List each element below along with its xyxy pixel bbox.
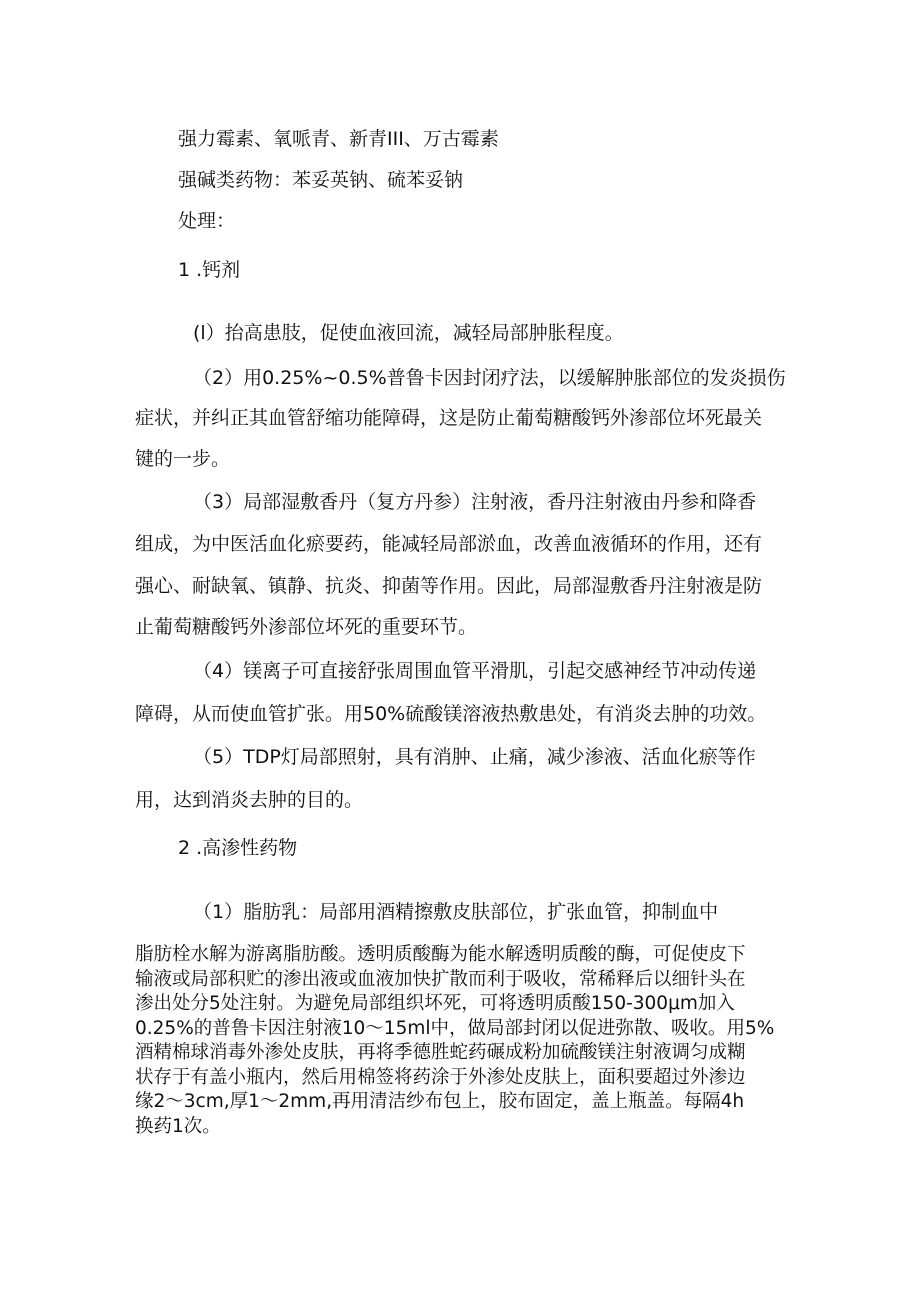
body-line: 缘2～3cm,厚1～2mm,再用清洁纱布包上，胶布固定，盖上瓶盖。每隔4h [135, 1091, 745, 1112]
paragraph-1-5-line-1: （5）TDP灯局部照射，具有消肿、止痛，减少渗液、活血化瘀等作 [193, 746, 756, 768]
paragraph-1-2-line-1: （2）用0.25%~0.5%普鲁卡因封闭疗法，以缓解肿胀部位的发炎损伤 [193, 367, 786, 389]
body-line: 输液或局部积贮的渗出液或血液加快扩散而利于吸收，常稀释后以细针头在 [135, 968, 746, 990]
body-line: 酒精棉球消毒外渗处皮肤，再将季德胜蛇药碾成粉加硫酸镁注射液调匀成糊 [135, 1042, 746, 1063]
drug-list-line: 强力霉素、氧哌青、新青III、万古霉素 [178, 128, 499, 150]
paragraph-1-5-line-2: 用，达到消炎去肿的目的。 [135, 789, 364, 811]
body-line: 脂肪栓水解为游离脂肪酸。透明质酸酶为能水解透明质酸的酶，可促使皮下 [135, 944, 746, 965]
paragraph-1-2-line-3: 键的一步。 [135, 448, 231, 470]
paragraph-1-3-line-4: 止葡萄糖酸钙外渗部位坏死的重要环节。 [135, 616, 478, 638]
body-line: 0.25%的普鲁卡因注射液10～15ml中，做局部封闭以促进弥散、吸收。用5% [135, 1017, 775, 1039]
body-line: 渗出处分5处注射。为避免局部组织坏死，可将透明质酸150-300μm加入 [135, 993, 735, 1014]
paragraph-1-3-line-2: 组成，为中医活血化瘀要药，能减轻局部淤血，改善血液循环的作用，还有 [135, 533, 763, 555]
paragraph-1-4-line-1: （4）镁离子可直接舒张周围血管平滑肌，引起交感神经节冲动传递 [193, 660, 757, 682]
section-2-heading: 2 .高渗性药物 [178, 837, 298, 859]
section-1-heading: 1 .钙剂 [178, 259, 241, 281]
paragraph-1-4-line-2: 障碍，从而使血管扩张。用50%硫酸镁溶液热敷患处，有消炎去肿的功效。 [135, 703, 767, 725]
paragraph-1-2-line-2: 症状，并纠正其血管舒缩功能障碍，这是防止葡萄糖酸钙外渗部位坏死最关 [135, 407, 763, 429]
alkaline-drugs-line: 强碱类药物：苯妥英钠、硫苯妥钠 [178, 169, 464, 191]
body-line: 换药1次。 [135, 1115, 221, 1137]
paragraph-1-3-line-1: （3）局部湿敷香丹（复方丹参）注射液，香丹注射液由丹参和降香 [193, 491, 757, 513]
paragraph-2-1-body [135, 943, 795, 1139]
treatment-heading: 处理： [178, 210, 236, 232]
body-line: 状存于有盖小瓶内，然后用棉签将药涂于外渗处皮肤上，面积要超过外渗边 [135, 1066, 746, 1088]
paragraph-2-1-line-1: （1）脂肪乳：局部用酒精擦敷皮肤部位，扩张血管，抑制血中 [193, 901, 719, 923]
paragraph-1-1: (l）抬高患肢，促使血液回流，减轻局部肿胀程度。 [193, 322, 624, 344]
paragraph-1-3-line-3: 强心、耐缺氧、镇静、抗炎、抑菌等作用。因此，局部湿敷香丹注射液是防 [135, 575, 763, 597]
